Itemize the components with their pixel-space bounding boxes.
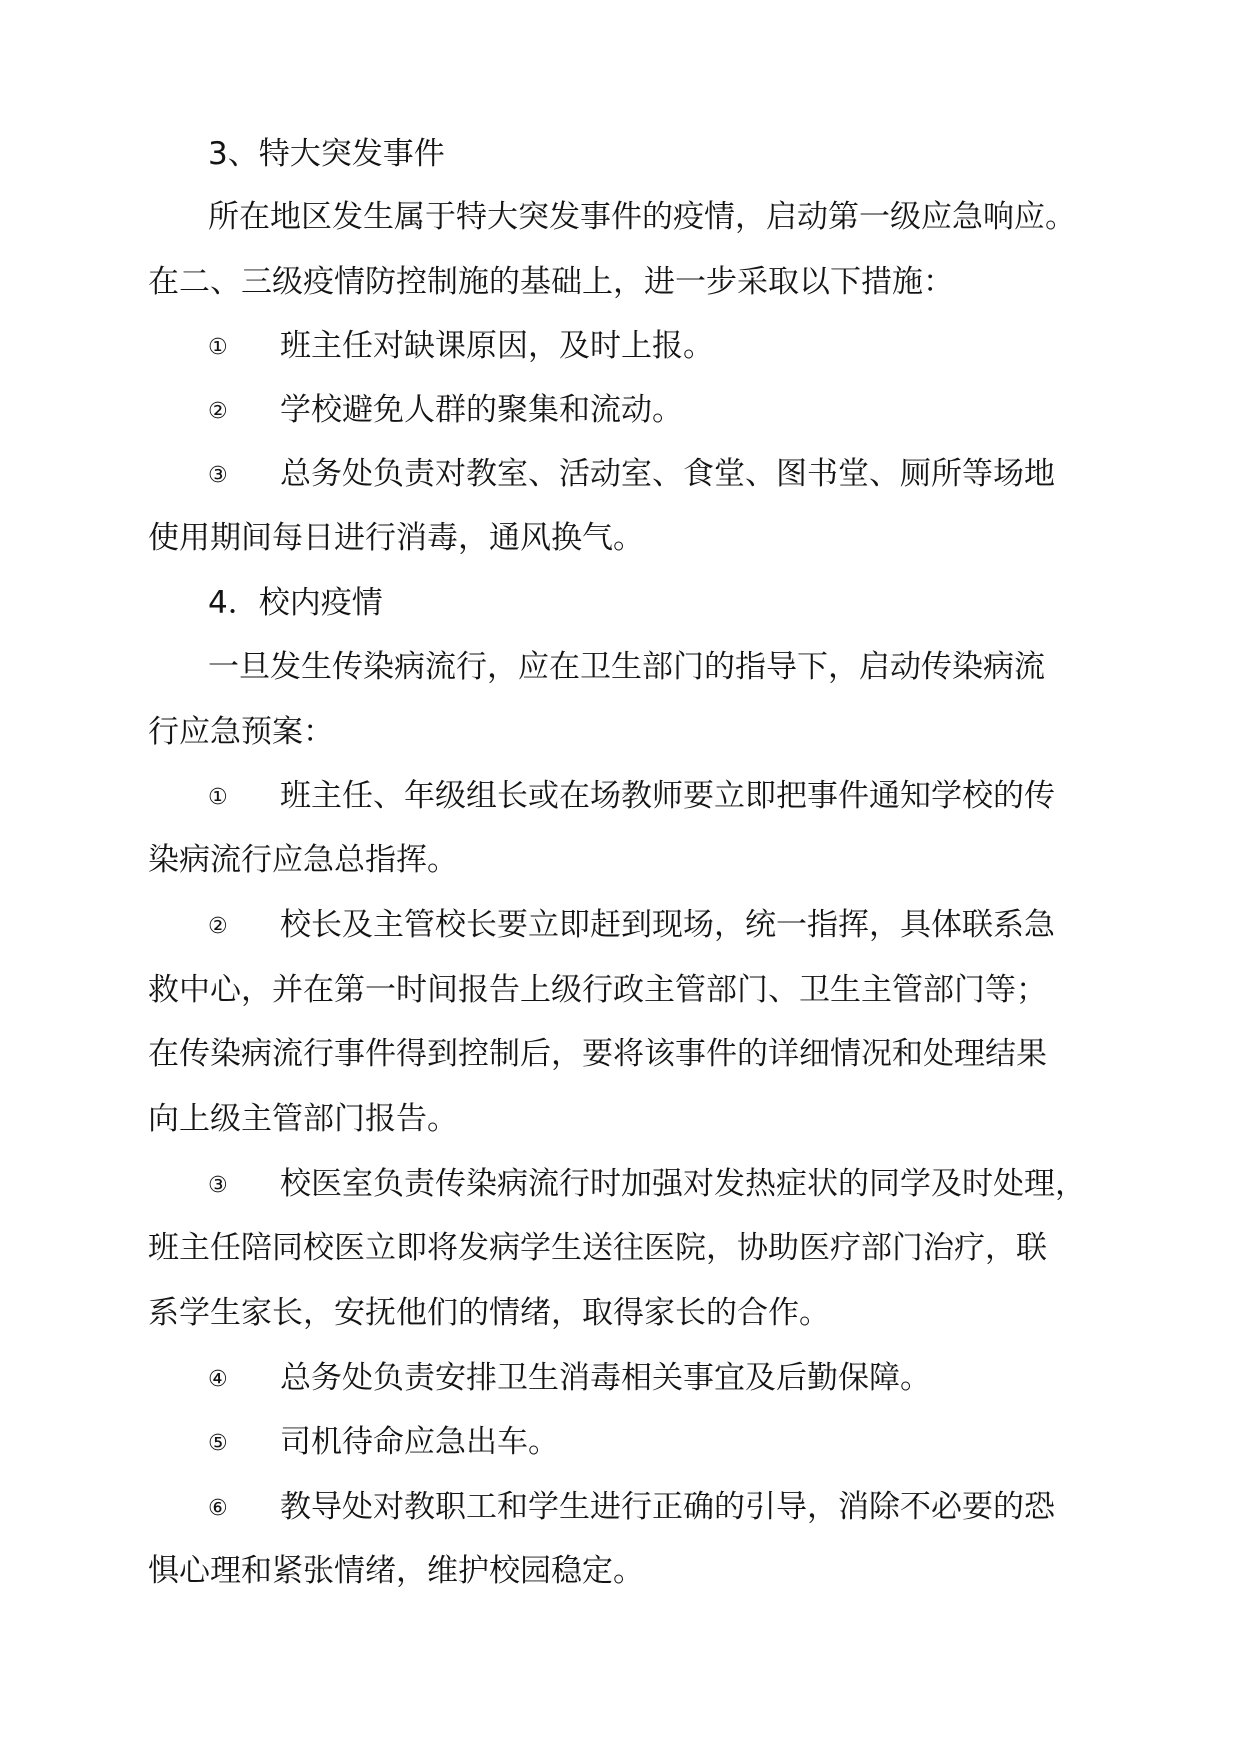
list-number: ③ [208,463,228,488]
list-number: ④ [208,1367,228,1392]
list-number: ① [208,785,228,810]
section-heading-3: 3、特大突发事件 [208,136,445,172]
list-number: ⑤ [208,1431,228,1456]
paragraph-line: 救中心，并在第一时间报告上级行政主管部门、卫生主管部门等； [148,972,1047,1008]
list-number: ⑥ [208,1496,228,1521]
paragraph-line: 所在地区发生属于特大突发事件的疫情，启动第一级应急响应。 [208,199,1076,235]
list-number: ② [208,914,228,939]
paragraph-line: 在二、三级疫情防控制施的基础上，进一步采取以下措施： [148,264,954,300]
list-item-text: 总务处负责安排卫生消毒相关事宜及后勤保障。 [280,1360,931,1396]
list-number: ③ [208,1173,228,1198]
list-item-text: 校长及主管校长要立即赶到现场，统一指挥，具体联系急 [280,907,1055,943]
list-item-text: 班主任、年级组长或在场教师要立即把事件通知学校的传 [280,778,1055,814]
paragraph-line: 染病流行应急总指挥。 [148,842,458,878]
list-item [208,1422,559,1464]
list-item [208,326,714,368]
list-number: ② [208,399,228,424]
paragraph-line: 一旦发生传染病流行，应在卫生部门的指导下，启动传染病流 [208,649,1045,685]
list-item-text: 学校避免人群的聚集和流动。 [280,392,683,428]
list-item-text: 教导处对教职工和学生进行正确的引导，消除不必要的恐 [280,1489,1055,1525]
paragraph-line: 在传染病流行事件得到控制后，要将该事件的详细情况和处理结果 [148,1036,1047,1072]
paragraph-line: 向上级主管部门报告。 [148,1101,458,1137]
list-item [208,454,1055,496]
list-item-text: 校医室负责传染病流行时加强对发热症状的同学及时处理， [280,1166,1086,1202]
section-heading-4: 4．校内疫情 [208,585,383,621]
list-item [208,905,1055,947]
list-item [208,1164,1086,1206]
list-item-text: 总务处负责对教室、活动室、食堂、图书堂、厕所等场地 [280,456,1055,492]
paragraph-line: 使用期间每日进行消毒，通风换气。 [148,520,644,556]
list-item-text: 班主任对缺课原因，及时上报。 [280,328,714,364]
paragraph-line: 班主任陪同校医立即将发病学生送往医院，协助医疗部门治疗，联 [148,1230,1047,1266]
list-item [208,776,1055,818]
list-item [208,390,683,432]
list-item-text: 司机待命应急出车。 [280,1424,559,1460]
paragraph-line: 惧心理和紧张情绪，维护校园稳定。 [148,1553,644,1589]
list-number: ① [208,335,228,360]
paragraph-line: 行应急预案： [148,714,334,750]
list-item [208,1487,1055,1529]
list-item [208,1358,931,1400]
paragraph-line: 系学生家长，安抚他们的情绪，取得家长的合作。 [148,1295,830,1331]
